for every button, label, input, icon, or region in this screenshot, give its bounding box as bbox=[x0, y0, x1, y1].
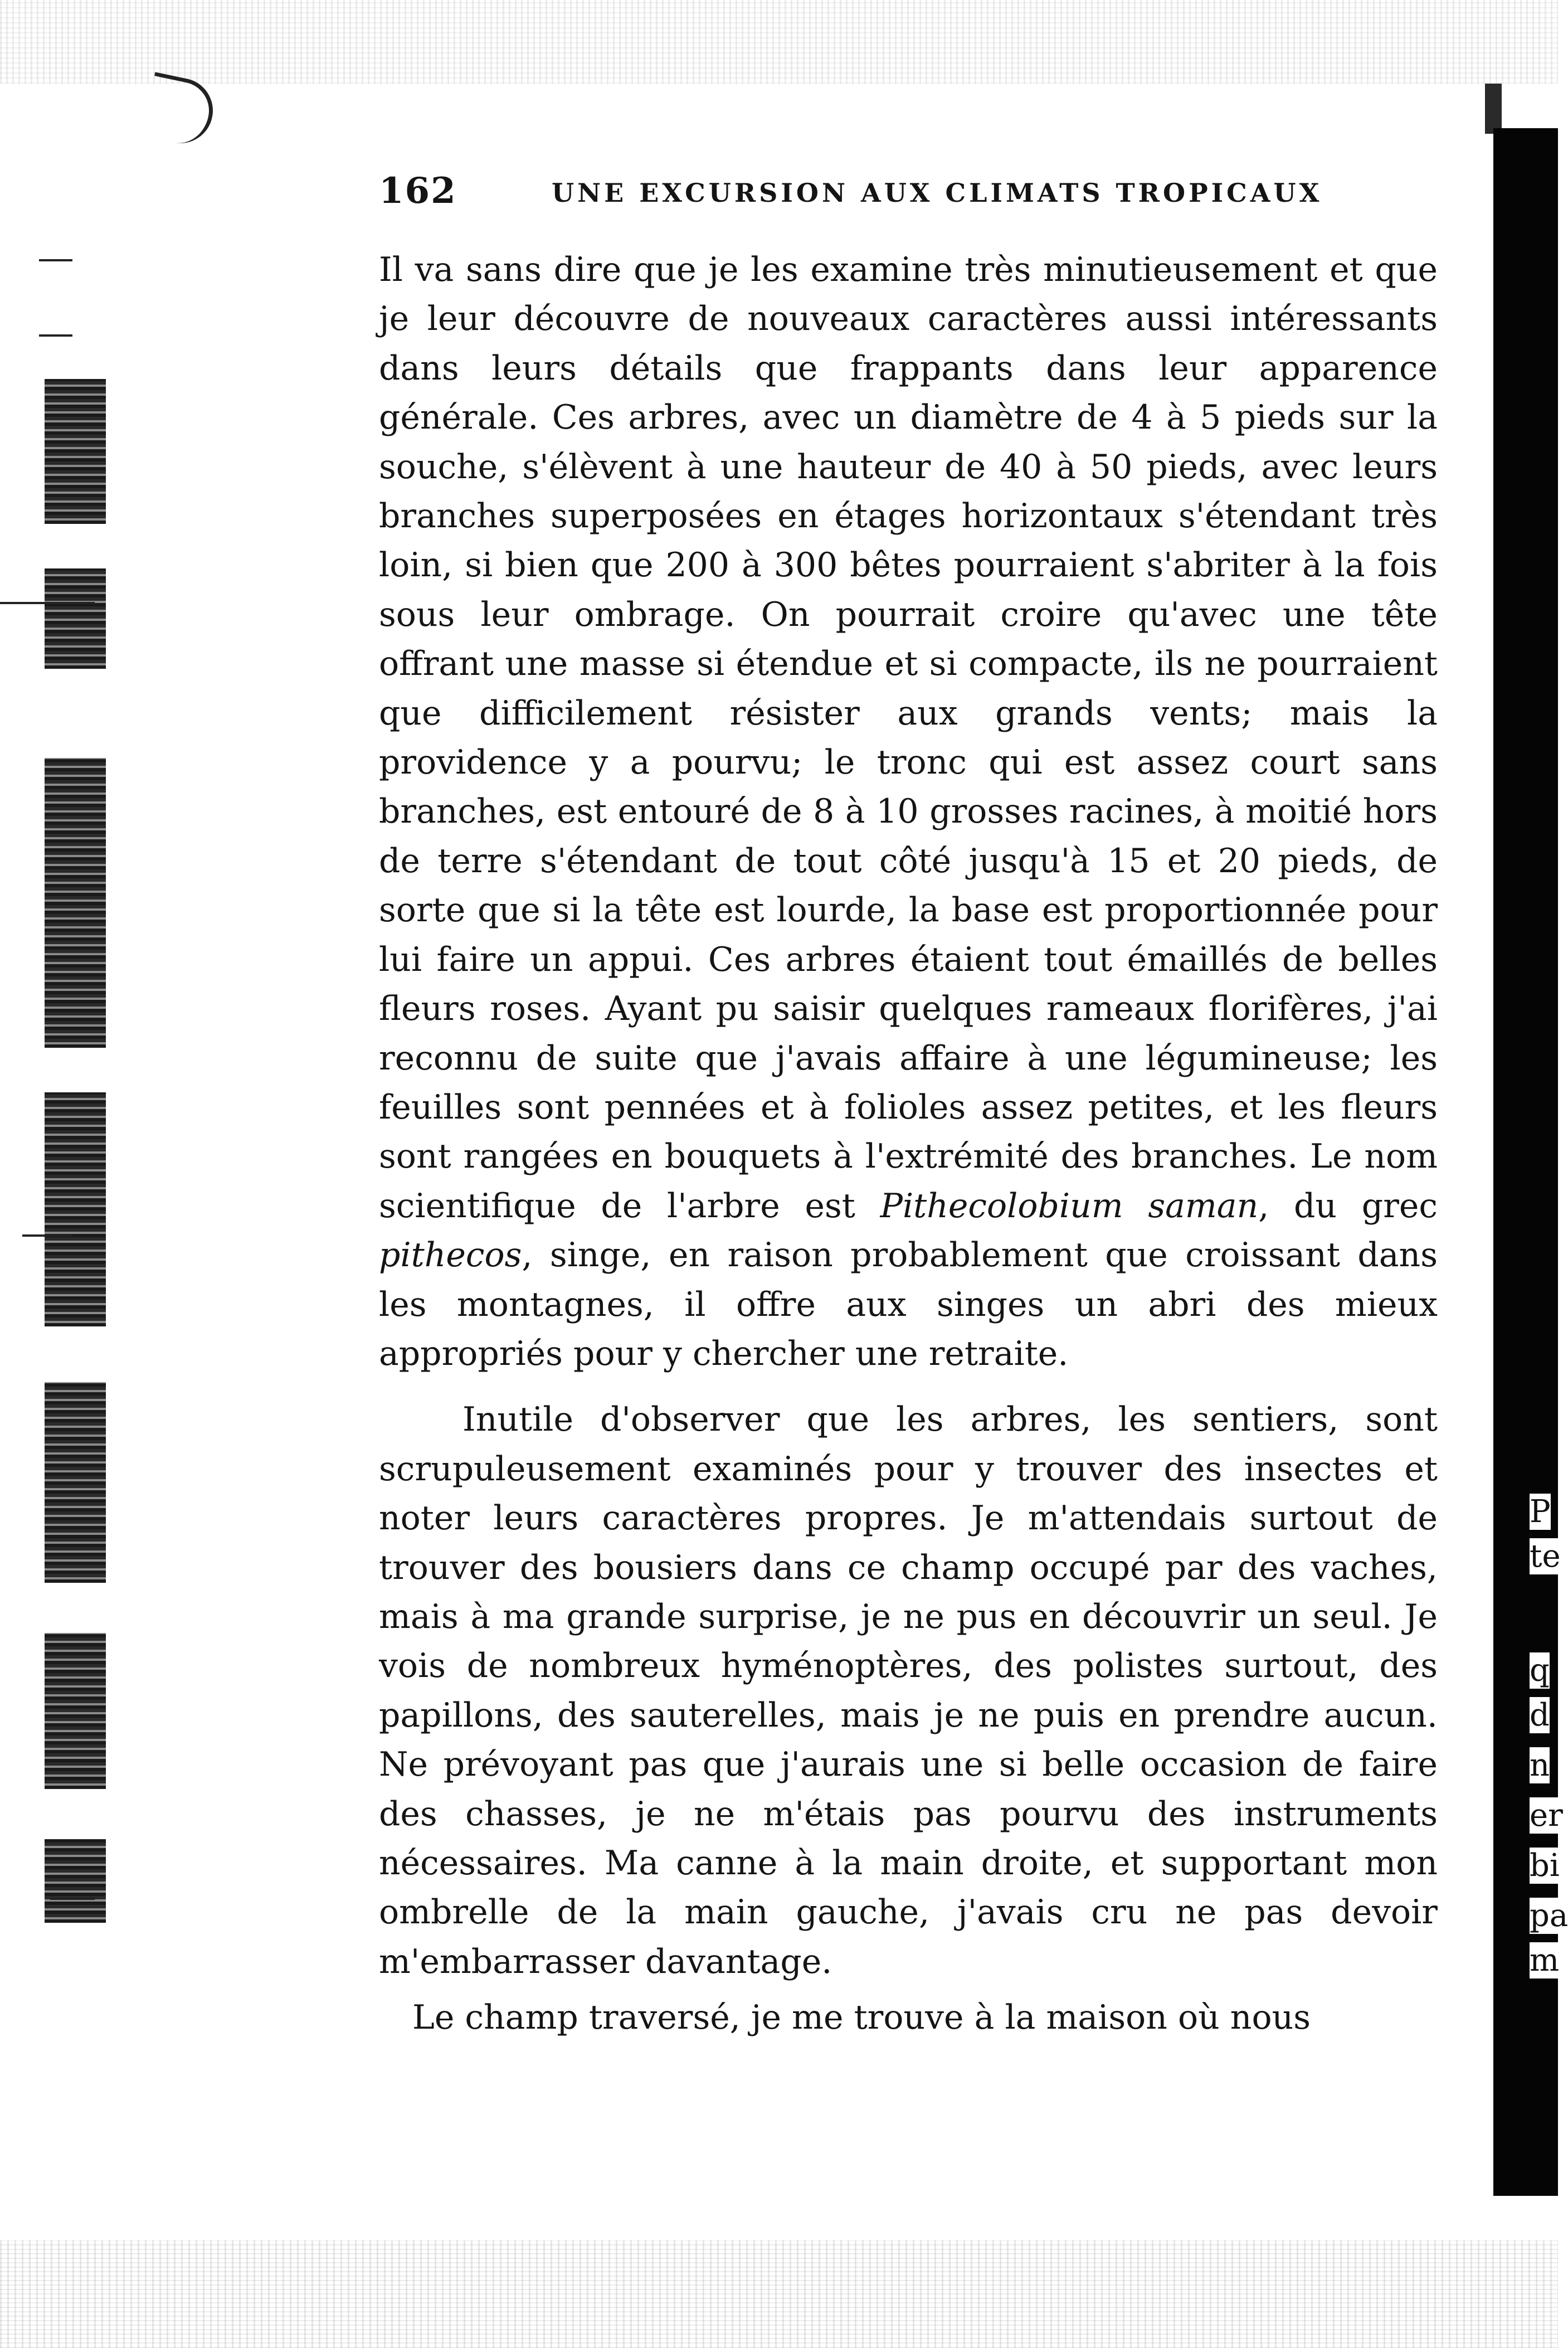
running-head bbox=[379, 170, 1449, 220]
facing-page-letter: bi bbox=[1530, 1848, 1560, 1884]
edge-tick bbox=[22, 1234, 72, 1237]
page-number: 162 bbox=[379, 170, 457, 212]
facing-page-letter: m bbox=[1530, 1942, 1560, 1978]
text-segment: Inutile d'observer que les arbres, les sentiers, sont scrupuleusement examinés pour y trouver des insectes et noter leurs caractères propres. Je m'attendais surtout de trouver des bousiers dans ce champ occupé par des vaches, mais à ma grande surprise, je ne pus en découvrir un seul. Je vois de nombreux hyménoptères, des polistes surtout, des papillons, des sauterelles, mais je ne puis en prendre aucun. Ne prévoyant pas que j'aurais une si belle occasion de faire des chasses, je ne m'étais pas pourvu des instruments nécessaires. Ma canne à la main droite, et supportant mon ombrelle de la main gauche, j'avais cru ne pas devoir m'embarrasser davantage. bbox=[379, 1400, 1438, 1981]
scan-noise-bottom bbox=[0, 2240, 1558, 2348]
facing-page-letter: q bbox=[1530, 1652, 1550, 1689]
edge-tick bbox=[39, 334, 72, 337]
edge-tick bbox=[39, 259, 72, 261]
edge-tick bbox=[50, 1898, 95, 1900]
facing-page-letter: pa bbox=[1530, 1898, 1568, 1934]
facing-page-letter: te bbox=[1530, 1538, 1561, 1574]
facing-page-letter: d bbox=[1530, 1697, 1550, 1733]
text-segment: , singe, en raison probablement que croissant dans les montagnes, il offre aux singes un abri des mieux appropriés pour y chercher une retraite. bbox=[379, 1236, 1438, 1373]
greek-term: pithecos bbox=[379, 1236, 522, 1275]
edge-tick bbox=[0, 602, 95, 604]
header-title: UNE EXCURSION AUX CLIMATS TROPICAUX bbox=[552, 178, 1323, 208]
facing-page-letter: P bbox=[1530, 1494, 1551, 1530]
scientific-name: Pithecolobium saman bbox=[880, 1186, 1259, 1226]
paragraph bbox=[379, 1993, 1438, 2042]
binding-edge bbox=[45, 334, 106, 1923]
paragraph bbox=[379, 245, 1438, 1378]
spine-shadow bbox=[1485, 84, 1502, 134]
text-segment: , du grec bbox=[1258, 1186, 1438, 1226]
facing-page-letter: n bbox=[1530, 1747, 1550, 1783]
paragraph bbox=[379, 1395, 1438, 1986]
text-segment: Le champ traversé, je me trouve à la maison où nous bbox=[412, 1998, 1311, 2038]
spine-shadow bbox=[1493, 128, 1558, 2196]
scan-noise-top bbox=[0, 0, 1558, 84]
text-segment: Il va sans dire que je les examine très minutieusement et que je leur découvre de nouveaux caractères aussi intéressants dans leurs détails que frappants dans leur apparence générale. Ces arbres, avec un diamètre de 4 à 5 pieds sur la souche, s'élèvent à une hauteur de 40 à 50 pieds, avec leurs branches superposées en étages horizontaux s'étendant très loin, si bien que 200 à 300 bêtes pourraient s'abriter à la fois sous leur ombrage. On pourrait croire qu'avec une tête offrant une masse si étendue et si compacte, ils ne pourraient que difficilement résister aux grands vents; mais la providence y a pourvu; le tronc qui est assez court sans branches, est entouré de 8 à 10 grosses racines, à moitié hors de terre s'étendant de tout côté jusqu'à 15 et 20 pieds, de sorte que si la tête est lourde, la base est proportionnée pour lui faire un appui. Ces arbres étaient tout émaillés de belles fleurs roses. Ayant pu saisir quelques rameaux florifères, j'ai reconnu de suite que j'avais affaire à une légumineuse; les feuilles sont pennées et à folioles assez petites, et les fleurs sont rangées en bouquets à l'extrémité des branches. Le nom scientifique de l'arbre est bbox=[379, 250, 1438, 1226]
facing-page-letter: er bbox=[1530, 1797, 1563, 1834]
body-text bbox=[379, 245, 1438, 2043]
